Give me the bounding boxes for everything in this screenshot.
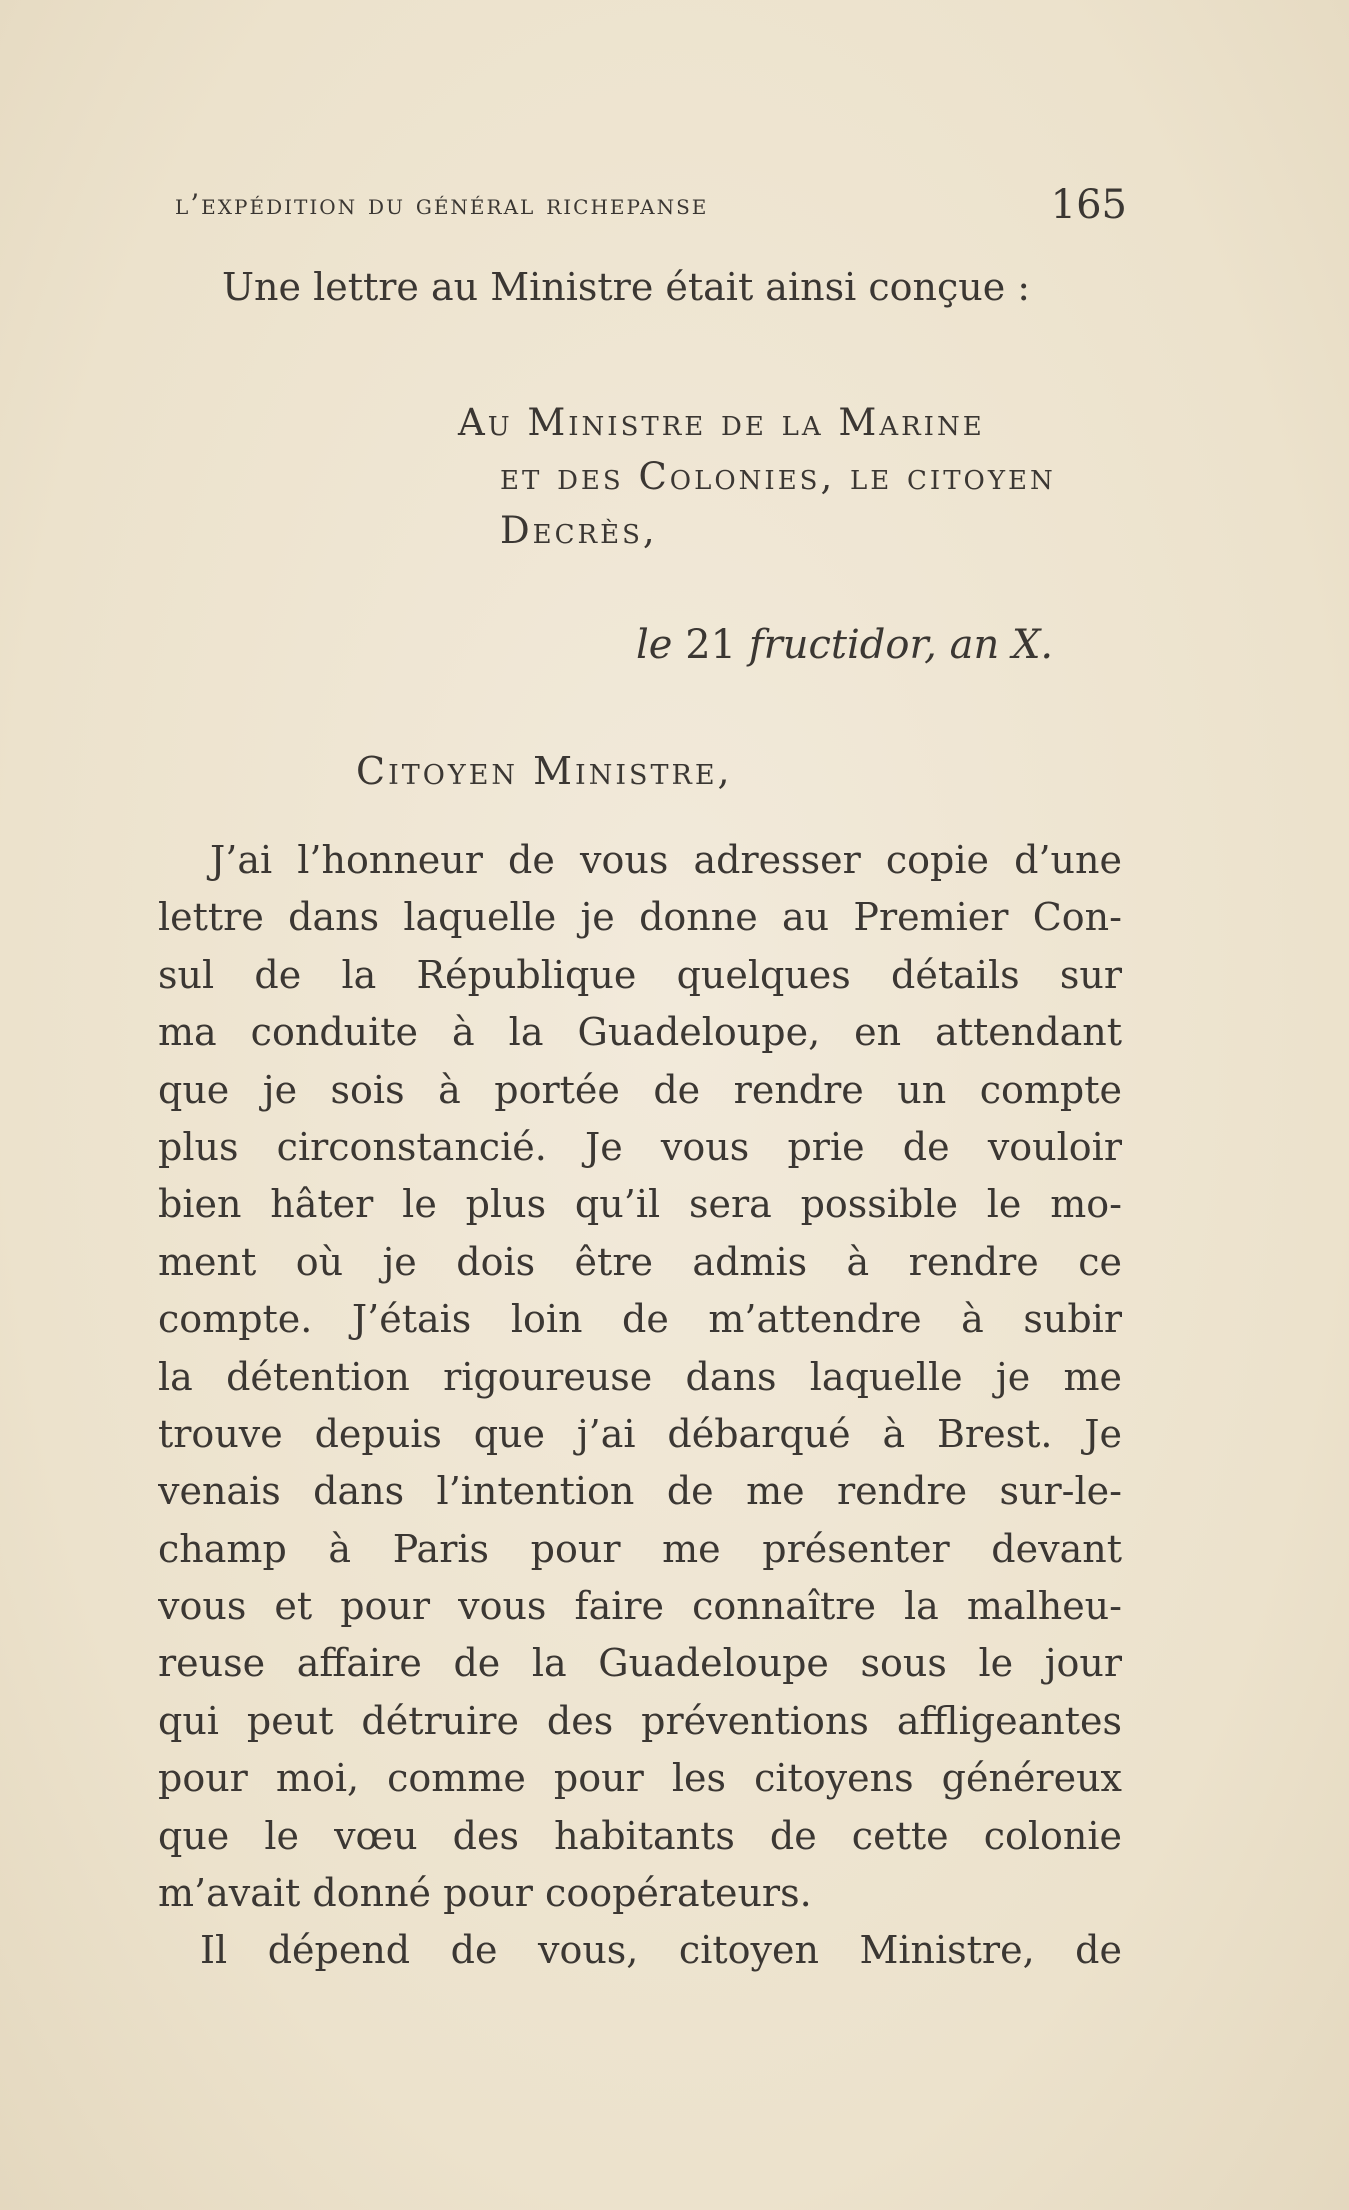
body-line: compte. J’étais loin de m’attendre à subir xyxy=(158,1297,1122,1342)
body-line: ma conduite à la Guadeloupe, en attendant xyxy=(158,1010,1122,1055)
body-line: J’ai l’honneur de vous adresser copie d’une xyxy=(210,838,1122,882)
body-line: trouve depuis que j’ai débarqué à Brest. Je xyxy=(158,1411,1122,1456)
date-an: an xyxy=(949,622,1000,668)
body-line: plus circonstancié. Je vous prie de vouloir xyxy=(158,1124,1122,1169)
running-title: l’expédition du général richepanse xyxy=(175,188,709,221)
body-line: Il dépend de vous, citoyen Ministre, de xyxy=(200,1928,1122,1973)
body-line: pour moi, comme pour les citoyens généreux xyxy=(158,1756,1122,1801)
salutation: Citoyen Ministre, xyxy=(356,749,733,793)
body-line: reuse affaire de la Guadeloupe sous le jour xyxy=(158,1641,1122,1686)
body-line: venais dans l’intention de me rendre sur-le- xyxy=(158,1469,1122,1514)
body-line: sul de la République quelques détails sur xyxy=(158,952,1122,997)
address-line-1: Au Ministre de la Marine xyxy=(458,401,985,444)
address-line-2: et des Colonies, le citoyen xyxy=(500,455,1056,498)
date-year: X. xyxy=(1011,622,1054,668)
body-line: bien hâter le plus qu’il sera possible le mo- xyxy=(158,1182,1122,1227)
body-line: la détention rigoureuse dans laquelle je me xyxy=(158,1354,1122,1399)
body-line: vous et pour vous faire connaître la malheu- xyxy=(158,1584,1122,1629)
running-head xyxy=(175,182,1127,242)
body-line: lettre dans laquelle je donne au Premier Con- xyxy=(158,895,1122,940)
date-month: fructidor, xyxy=(748,622,937,668)
date-prefix: le xyxy=(636,622,673,668)
body-line: champ à Paris pour me présenter devant xyxy=(158,1526,1122,1571)
page-number: 165 xyxy=(1050,182,1127,228)
address-line-3: Decrès, xyxy=(500,509,658,552)
body-line: qui peut détruire des préventions affligeantes xyxy=(158,1698,1122,1743)
body-line: que le vœu des habitants de cette colonie xyxy=(158,1813,1122,1858)
intro-sentence: Une lettre au Ministre était ainsi conçue : xyxy=(222,265,1031,309)
letter-date xyxy=(636,620,1053,670)
body-line: que je sois à portée de rendre un compte xyxy=(158,1067,1122,1112)
body-line: m’avait donné pour coopérateurs. xyxy=(158,1871,812,1916)
date-day: 21 xyxy=(685,622,737,668)
letter-body xyxy=(158,832,1122,1980)
body-line: ment où je dois être admis à rendre ce xyxy=(158,1239,1122,1284)
